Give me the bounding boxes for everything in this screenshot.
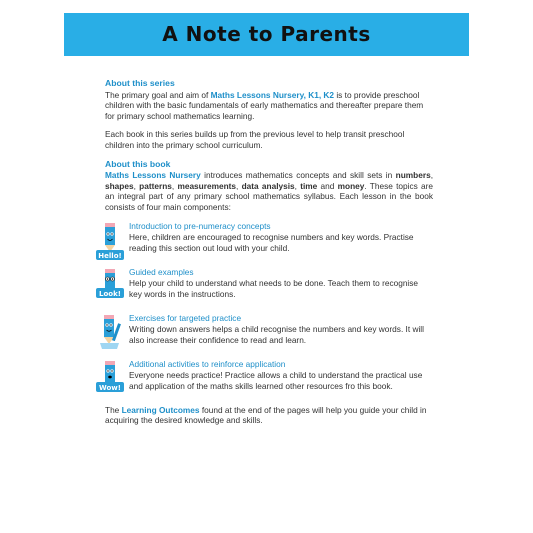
- text: These topics are an integral part of any primary school mathematics syllabus. Each lesson in the book consists of four main components:: [105, 180, 433, 212]
- text: ,: [171, 180, 178, 191]
- component-text: Help your child to understand what needs to be done. Teach them to recognise key words in the instructions.: [129, 278, 419, 299]
- about-book-heading: About this book: [105, 158, 171, 169]
- text: The primary goal and aim of: [105, 89, 211, 100]
- book-name: Maths Lessons Nursery: [105, 170, 201, 181]
- component-title: Introduction to pre-numeracy concepts: [129, 220, 271, 231]
- component-text: Here, children are encouraged to recognise numbers and key words. Practise reading this section out loud with your child.: [129, 232, 414, 253]
- topic-money: money: [337, 180, 365, 191]
- about-series-paragraph-1: [105, 90, 433, 122]
- icon-word: Hello!: [98, 251, 122, 260]
- title-banner: [64, 13, 469, 56]
- about-series-heading: About this series: [105, 78, 175, 88]
- hello-pencil-icon: [95, 221, 125, 263]
- learning-outcomes-paragraph: [105, 405, 433, 426]
- text: found at the end of the pages will help you guide your child in acquiring the desired knowledge and skills.: [105, 404, 427, 426]
- series-name: Maths Lessons Nursery, K1, K2: [210, 89, 335, 100]
- text: ,: [294, 180, 301, 191]
- topic-shapes: shapes: [105, 180, 134, 191]
- learning-outcomes-term: Learning Outcomes: [121, 404, 200, 415]
- text: is to provide preschool children with the basic fundamentals of early mathematics and thereafter prepare them for primary school mathematics learning.: [105, 89, 424, 121]
- topic-time: time: [300, 180, 318, 191]
- component-additional-activities: [99, 358, 433, 395]
- about-book-paragraph: [105, 170, 433, 212]
- wow-pencil-icon: [95, 359, 125, 401]
- page-title: A Note to Parents: [162, 22, 371, 46]
- component-introduction: [98, 220, 433, 260]
- component-guided-examples: [99, 266, 433, 303]
- text: The: [105, 404, 122, 415]
- icon-word: Wow!: [99, 383, 121, 392]
- writing-pencil-icon: [95, 313, 125, 355]
- topic-patterns: patterns: [139, 180, 172, 191]
- component-text: Everyone needs practice! Practice allows a child to understand the practical use and application of the maths skills learned other resources fro this book.: [129, 370, 423, 391]
- topic-data-analysis: data analysis: [241, 180, 295, 191]
- component-exercises: [105, 313, 433, 349]
- text: introduces mathematics concepts and skill sets in: [200, 170, 396, 181]
- component-title: Guided examples: [129, 266, 194, 277]
- text: ,: [133, 180, 140, 191]
- note-content: [98, 78, 433, 434]
- text: .: [364, 180, 367, 191]
- component-title: Additional activities to reinforce application: [129, 358, 286, 369]
- text: ,: [430, 170, 433, 181]
- text: and: [317, 180, 338, 191]
- icon-word: Look!: [99, 289, 121, 298]
- text: ,: [236, 180, 242, 191]
- look-pencil-icon: [95, 267, 125, 309]
- about-series-paragraph-2: Each book in this series builds up from the previous level to help transit preschool children into the primary school curriculum.: [105, 129, 405, 150]
- component-text: Writing down answers helps a child recognise the numbers and key words. It will also increase their confidence to read and learn.: [129, 324, 424, 345]
- topic-measurements: measurements: [177, 180, 237, 191]
- topic-numbers: numbers: [395, 170, 431, 181]
- component-title: Exercises for targeted practice: [129, 312, 242, 323]
